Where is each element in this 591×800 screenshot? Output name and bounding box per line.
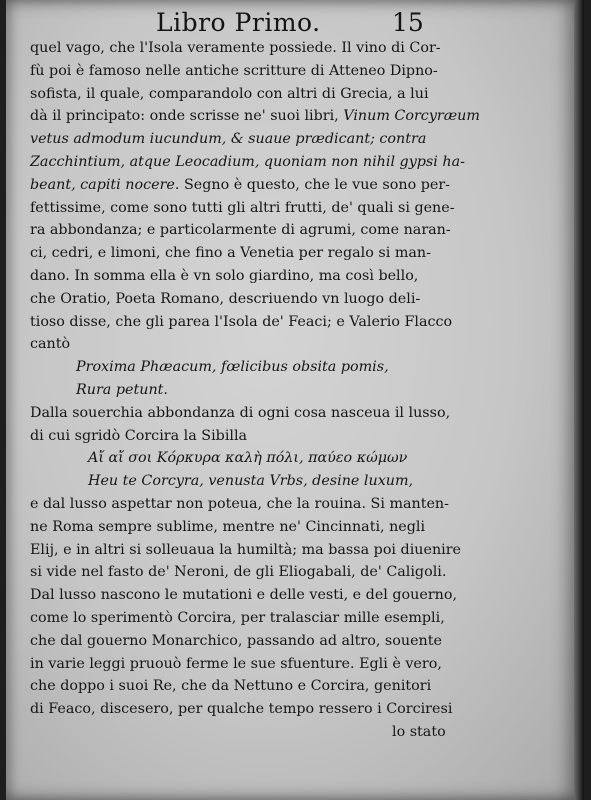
- text-line: [30, 539, 470, 562]
- text-segment: Elij, e in altri si solleuaua la humiltà; ma bassa poi diuenire: [30, 541, 462, 558]
- text-segment: fù poi è famoso nelle antiche scritture di Atteneo Dipno-: [30, 62, 438, 79]
- text-segment: cantò: [30, 336, 71, 353]
- text-segment: dano. In somma ella è vn solo giardino, ma così bello,: [30, 267, 419, 284]
- text-segment: tioso disse, che gli parea l'Isola de' Feaci; e Valerio Flacco: [30, 313, 453, 330]
- text-segment: Dal lusso nascono le mutationi e delle vesti, e del gouerno,: [30, 587, 458, 604]
- text-line: [30, 493, 470, 516]
- text-line: [30, 311, 470, 334]
- italic-text-segment: vetus admodum iucundum, & suaue prædicant; contra: [30, 131, 427, 148]
- text-line: [30, 447, 470, 470]
- text-segment: che doppo i suoi Re, che da Nettuno e Corcira, genitori: [30, 678, 432, 695]
- text-line: [30, 105, 480, 128]
- text-line: [30, 698, 470, 721]
- text-line: [30, 37, 470, 60]
- text-line: [30, 151, 470, 174]
- text-segment: come lo sperimentò Corcira, per tralasciar mille esempli,: [30, 609, 445, 626]
- text-segment: ne Roma sempre sublime, mentre ne' Cincinnati, negli: [30, 518, 426, 535]
- text-line: [30, 721, 470, 744]
- text-line: [30, 630, 470, 653]
- italic-text-segment: Zacchintium, atque Leocadium, quoniam non nihil gypsi ha-: [30, 153, 465, 170]
- text-segment: Segno è questo, che le vue sono per-: [183, 176, 451, 193]
- text-segment: Dalla souerchia abbondanza di ogni cosa nasceua il lusso,: [30, 404, 451, 421]
- text-segment: quel vago, che l'Isola veramente possiede. Il vino di Cor-: [30, 40, 441, 56]
- italic-text-segment: Αἴ αἴ σοι Κόρκυρα καλὴ πόλι, παύεο κώμων: [88, 450, 408, 467]
- page-edge-shadow: [574, 0, 584, 800]
- text-line: [30, 288, 470, 311]
- text-segment: di cui sgridò Corcira la Sibilla: [30, 427, 248, 444]
- text-line: [30, 425, 470, 448]
- text-line: [30, 653, 470, 676]
- italic-text-segment: Vinum Corcyræum: [343, 108, 480, 125]
- text-line: [30, 219, 470, 242]
- text-segment: lo stato: [392, 723, 446, 740]
- text-line: [30, 402, 470, 425]
- italic-text-segment: Proxima Phæacum, fœlicibus obsita pomis,: [76, 359, 389, 376]
- text-line: [30, 265, 470, 288]
- italic-text-segment: Rura petunt.: [76, 381, 168, 398]
- italic-text-segment: Heu te Corcyra, venusta Vrbs, desine luxum,: [88, 473, 414, 490]
- text-line: [30, 333, 470, 356]
- text-segment: si vide nel fasto de' Neroni, de gli Eliogabali, de' Caligoli.: [30, 564, 447, 581]
- text-line: [30, 607, 470, 630]
- running-title: Libro Primo.: [156, 8, 321, 37]
- text-line: [30, 174, 470, 197]
- text-line: [30, 516, 470, 539]
- text-line: [30, 197, 470, 220]
- text-line: [30, 675, 470, 698]
- text-line: [30, 561, 470, 584]
- text-segment: e dal lusso aspettar non poteua, che la rouina. Si manten-: [30, 495, 449, 512]
- text-segment: ra abbondanza; e particolarmente di agrumi, come naran-: [30, 222, 451, 239]
- page-text: [30, 37, 480, 744]
- text-line: [30, 356, 470, 379]
- text-segment: di Feaco, discesero, per qualche tempo ressero i Corciresi: [30, 701, 453, 718]
- text-segment: ci, cedri, e limoni, che fino a Venetia per regalo si man-: [30, 245, 431, 262]
- text-segment: in varie leggi pruouò ferme le sue sfuenture. Egli è vero,: [30, 655, 442, 672]
- book-page: [6, 0, 584, 800]
- page-number: 15: [392, 8, 424, 37]
- page-header: [6, 6, 584, 40]
- text-segment: dà il principato: onde scrisse ne' suoi libri,: [30, 108, 344, 125]
- text-line: [30, 379, 470, 402]
- text-segment: fettissime, come sono tutti gli altri frutti, de' quali si gene-: [30, 199, 455, 216]
- text-line: [30, 242, 470, 265]
- text-segment: che dal gouerno Monarchico, passando ad altro, souente: [30, 632, 442, 649]
- text-line: [30, 584, 470, 607]
- text-line: [30, 83, 470, 106]
- italic-text-segment: beant, capiti nocere.: [30, 176, 184, 193]
- text-segment: sofista, il quale, comparandolo con altri di Grecia, a lui: [30, 85, 429, 102]
- text-line: [30, 470, 470, 493]
- text-segment: che Oratio, Poeta Romano, descriuendo vn luogo deli-: [30, 290, 421, 307]
- text-line: [30, 128, 470, 151]
- text-line: [30, 60, 470, 83]
